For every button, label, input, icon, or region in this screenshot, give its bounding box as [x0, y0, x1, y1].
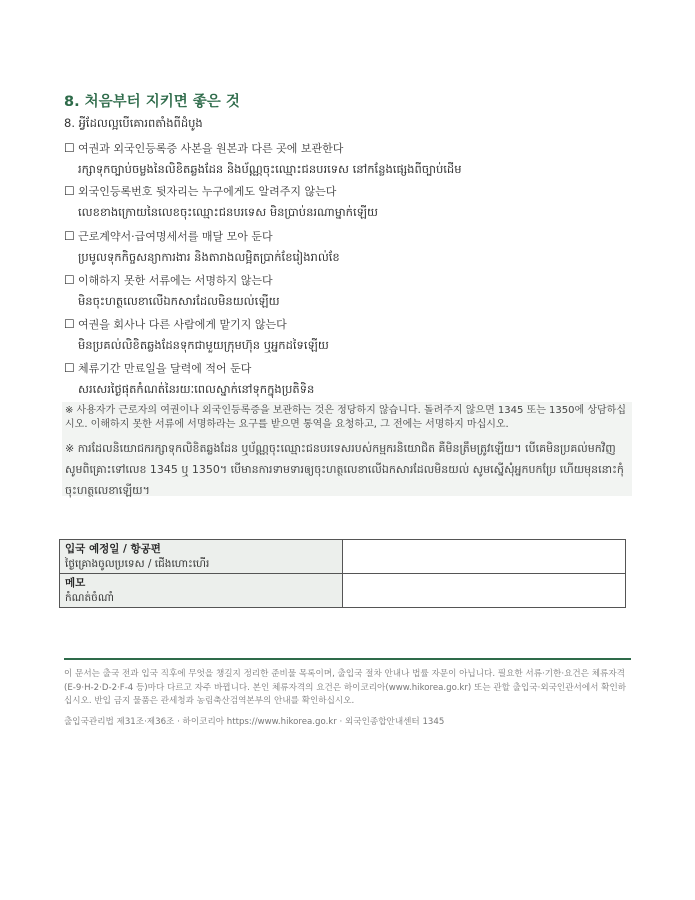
checklist-item-khmer: រក្សាទុកច្បាប់ចម្លងនៃលិខិតឆ្លងដែន និងប័ណ្ណចុះឈ្មោះជនបរទេស នៅកន្លែងផ្សេងពីច្បាប់ដើម	[78, 162, 462, 176]
table-row	[60, 540, 626, 574]
checklist-item-korean: 여권을 회사나 다른 사람에게 맡기지 않는다	[78, 318, 287, 331]
checklist-item	[64, 183, 634, 222]
checklist-item-korean: 근로계약서·급여명세서를 매달 모아 둔다	[78, 230, 273, 243]
checkbox-icon[interactable]: ☐	[64, 229, 75, 243]
checkbox-icon[interactable]: ☐	[64, 184, 75, 198]
checklist-item	[64, 228, 634, 267]
arrival-label-korean: 입국 예정일 / 항공편	[65, 542, 161, 555]
checklist-item-khmer: ប្រមូលទុកកិច្ចសន្យាការងារ និងតារាងលម្អិតប្រាក់ខែរៀងរាល់ខែ	[78, 250, 340, 264]
checkbox-icon[interactable]: ☐	[64, 273, 75, 287]
section-subtitle: 8. អ្វីដែលល្អបើគោរពតាំងពីដំបូង	[64, 116, 203, 130]
table-row	[60, 574, 626, 608]
arrival-label-khmer: ថ្ងៃគ្រោងចូលប្រទេស / ជើងហោះហើរ	[65, 557, 210, 570]
section-title: 8. 처음부터 지키면 좋은 것	[64, 94, 240, 110]
footer-disclaimer: 이 문서는 출국 전과 입국 직후에 무엇을 챙길지 정리한 준비물 목록이며, 출입국 절차 안내나 법률 자문이 아닙니다. 필요한 서류·기한·요건은 체류자격(E-9·H-2·D-2·F-4 등)마다 다르고 자주 바뀝니다. 본인 체류자격의 요건은 하이코리아(www.hikorea.go.kr) 또는 관할 출입국·외국인관서에서 확인하십시오. 반입 금지 물품은 관세청과 농림축산검역본부의 안내를 확인하십시오.	[64, 669, 627, 706]
checklist-item-korean: 외국인등록번호 뒷자리는 누구에게도 알려주지 않는다	[78, 185, 337, 198]
checkbox-icon[interactable]: ☐	[64, 317, 75, 331]
footer-divider	[64, 658, 631, 660]
checklist-item	[64, 272, 634, 311]
checklist-item-korean: 이해하지 못한 서류에는 서명하지 않는다	[78, 274, 273, 287]
memo-label-korean: 메모	[65, 576, 86, 589]
info-table	[59, 539, 626, 608]
checklist-item-korean: 여권과 외국인등록증 사본을 원본과 다른 곳에 보관한다	[78, 142, 344, 155]
checklist-item	[64, 316, 634, 355]
memo-label-khmer: កំណត់ចំណាំ	[65, 591, 114, 604]
checklist-item-khmer: មិនចុះហត្ថលេខាលើឯកសារដែលមិនយល់ឡើយ	[78, 294, 280, 308]
checklist-item	[64, 140, 634, 179]
notice-box	[62, 402, 632, 496]
checklist-item-khmer: មិនប្រគល់លិខិតឆ្លងដែនទុកជាមួយក្រុមហ៊ុន ឬអ្នកដទៃឡើយ	[78, 338, 329, 352]
arrival-value-field[interactable]	[343, 540, 626, 574]
checklist-item-korean: 체류기간 만료일을 달력에 적어 둔다	[78, 362, 252, 375]
checklist-item-khmer: លេខខាងក្រោយនៃលេខចុះឈ្មោះជនបរទេស មិនប្រាប់នរណាម្នាក់ឡើយ	[78, 205, 378, 219]
checkbox-icon[interactable]: ☐	[64, 361, 75, 375]
checkbox-icon[interactable]: ☐	[64, 141, 75, 155]
memo-value-field[interactable]	[343, 574, 626, 608]
arrival-label-cell	[60, 540, 343, 574]
checklist-item-khmer: សរសេរថ្ងៃផុតកំណត់នៃរយៈពេលស្នាក់នៅទុកក្នុងប្រតិទិន	[78, 382, 315, 396]
notice-khmer: ※ ការដែលនិយោជករក្សាទុកលិខិតឆ្លងដែន ឬប័ណ្ណចុះឈ្មោះជនបរទេសរបស់កម្មករនិយោជិត គឺមិនត្រឹមត្រូវឡើយ។ បើគេមិនប្រគល់មកវិញ សូមពិគ្រោះទៅលេខ 1345 ឬ 1350។ បើមានការទាមទារឲ្យចុះហត្ថលេខាលើឯកសារដែលមិនយល់ សូមស្នើសុំអ្នកបកប្រែ ហើយមុននោះកុំចុះហត្ថលេខាឡើយ។	[65, 442, 624, 497]
notice-korean: ※ 사용자가 근로자의 여권이나 외국인등록증을 보관하는 것은 정당하지 않습니다. 돌려주지 않으면 1345 또는 1350에 상담하십시오. 이해하지 못한 서류에 서명하라는 요구를 받으면 통역을 요청하고, 그 전에는 서명하지 마십시오.	[65, 405, 626, 430]
checklist-item	[64, 360, 634, 399]
memo-label-cell	[60, 574, 343, 608]
footer-sources: 출입국관리법 제31조·제36조 · 하이코리아 https://www.hikorea.go.kr · 외국인종합안내센터 1345	[64, 717, 445, 727]
